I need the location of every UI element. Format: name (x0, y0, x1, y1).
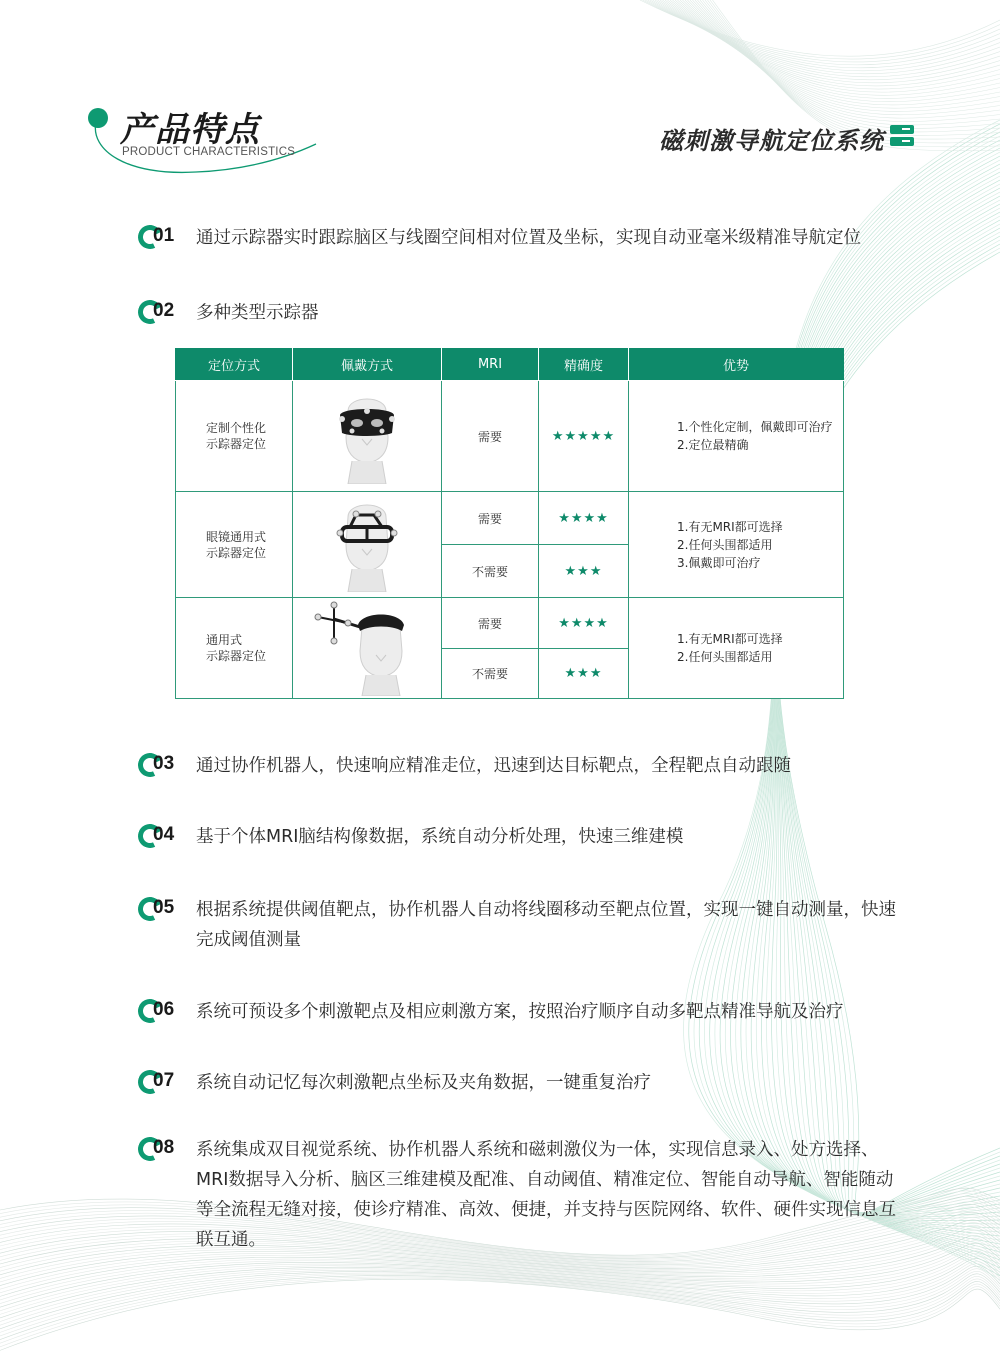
tracker-comparison-table (175, 348, 843, 699)
mri-cell: 不需要 (442, 545, 539, 598)
feature-text: 系统自动记忆每次刺激靶点坐标及夹角数据，一键重复治疗 (196, 1073, 651, 1093)
mri-cell: 需要 (442, 598, 539, 649)
feature-number-badge: 03 (138, 751, 190, 781)
feature-number-badge: 08 (138, 1135, 190, 1165)
feature-number-badge: 06 (138, 997, 190, 1027)
advantages-cell: 1.个性化定制，佩戴即可治疗 2.定位最精确 (629, 381, 844, 492)
accuracy-stars: ★★★ (539, 649, 629, 699)
mri-cell: 不需要 (442, 649, 539, 699)
custom-mask-head-icon (322, 389, 412, 484)
accuracy-stars: ★★★ (539, 545, 629, 598)
advantages-cell: 1.有无MRI都可选择 2.任何头围都适用 3.佩戴即可治疗 (629, 492, 844, 598)
stacked-bars-icon (890, 125, 914, 147)
mri-cell: 需要 (442, 381, 539, 492)
advantages-cell: 1.有无MRI都可选择 2.任何头围都适用 (629, 598, 844, 699)
feature-text: 基于个体MRI脑结构像数据，系统自动分析处理，快速三维建模 (196, 827, 684, 847)
wear-method-cell (293, 381, 442, 492)
section-heading (86, 100, 326, 180)
feature-text: 通过示踪器实时跟踪脑区与线圈空间相对位置及坐标，实现自动亚毫米级精准导航定位 (196, 228, 861, 248)
feature-text: 系统可预设多个刺激靶点及相应刺激方案，按照治疗顺序自动多靶点精准导航及治疗 (196, 1002, 844, 1022)
table-row (176, 381, 844, 492)
heading-dot-icon (88, 108, 108, 128)
tracker-type-cell: 定制个性化 示踪器定位 (176, 381, 293, 492)
mri-cell: 需要 (442, 492, 539, 545)
feature-number-badge: 04 (138, 822, 190, 852)
tracker-type-cell: 眼镜通用式 示踪器定位 (176, 492, 293, 598)
accuracy-stars: ★★★★ (539, 492, 629, 545)
system-title: 磁刺激导航定位系统 (659, 127, 884, 155)
table-row (176, 598, 844, 649)
feature-text: 多种类型示踪器 (196, 303, 319, 323)
feature-number-badge: 05 (138, 895, 190, 925)
feature-number-badge: 02 (138, 298, 190, 328)
column-header: 佩戴方式 (293, 349, 442, 381)
glasses-tracker-head-icon (322, 497, 412, 592)
column-header: 定位方式 (176, 349, 293, 381)
accuracy-stars: ★★★★ (539, 598, 629, 649)
wear-method-cell (293, 492, 442, 598)
feature-text: 系统集成双目视觉系统、协作机器人系统和磁刺激仪为一体，实现信息录入、处方选择、MRI数据导入分析、脑区三维建模及配准、自动阈值、精准定位、智能自动导航、智能随动等全流程无缝对接，使诊疗精准、高效、便捷，并支持与医院网络、软件、硬件实现信息互联互通。 (196, 1140, 896, 1250)
feature-text: 根据系统提供阈值靶点，协作机器人自动将线圈移动至靶点位置，实现一键自动测量，快速完成阈值测量 (196, 900, 896, 950)
column-header: 优势 (629, 349, 844, 381)
table-row (176, 492, 844, 545)
page-subtitle: PRODUCT CHARACTERISTICS (122, 146, 296, 158)
column-header: 精确度 (539, 349, 629, 381)
wear-method-cell (293, 598, 442, 699)
feature-number-badge: 07 (138, 1068, 190, 1098)
column-header: MRI (442, 349, 539, 381)
tracker-type-cell: 通用式 示踪器定位 (176, 598, 293, 699)
table-header-row (176, 349, 844, 381)
page-title: 产品特点 (120, 110, 260, 150)
headband-tracker-head-icon (312, 601, 422, 696)
feature-text: 通过协作机器人，快速响应精准走位，迅速到达目标靶点，全程靶点自动跟随 (196, 756, 791, 776)
accuracy-stars: ★★★★★ (539, 381, 629, 492)
feature-number-badge: 01 (138, 223, 190, 253)
